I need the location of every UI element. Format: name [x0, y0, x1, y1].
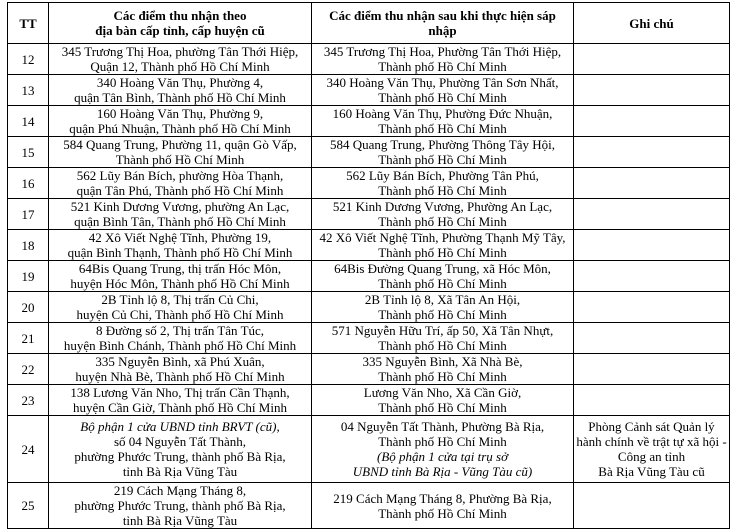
header-row: [8, 3, 730, 44]
note-cell: [574, 199, 730, 230]
header-new-address: Các điểm thu nhận sau khi thực hiện sáp nhập: [312, 3, 574, 44]
old-address-cell: [49, 168, 312, 199]
old-address-line1: 64Bis Quang Trung, thị trấn Hóc Môn,: [78, 261, 282, 276]
old-address-line2: huyện Hóc Môn, Thành phố Hồ Chí Minh: [70, 276, 290, 291]
old-address-cell: [49, 385, 312, 416]
new-address-line1: 2B Tỉnh lộ 8, Xã Tân An Hội,: [364, 292, 521, 307]
new-address-line2: Thành phố Hồ Chí Minh: [378, 90, 507, 105]
new-address-line3: (Bộ phận 1 cửa tại trụ sở: [376, 449, 509, 464]
note-cell: [574, 416, 730, 483]
note-cell: [574, 44, 730, 75]
old-address-cell: [49, 199, 312, 230]
note-cell: [574, 323, 730, 354]
new-address-cell: [312, 416, 574, 483]
new-address-cell: [312, 199, 574, 230]
new-address-cell: [312, 261, 574, 292]
new-address-cell: [312, 323, 574, 354]
old-address-line4: tỉnh Bà Rịa Vũng Tàu: [122, 464, 238, 479]
old-address-line1: 138 Lương Văn Nho, Thị trấn Cần Thạnh,: [70, 385, 290, 400]
new-address-cell: [312, 168, 574, 199]
old-address-line1: 219 Cách Mạng Tháng 8,: [113, 483, 247, 498]
row-number: 13: [8, 75, 49, 106]
old-address-line1: 584 Quang Trung, Phường 11, quận Gò Vấp,: [63, 137, 297, 152]
table-row: [8, 75, 730, 106]
old-address-cell: [49, 44, 312, 75]
new-address-cell: [312, 75, 574, 106]
note-cell: [574, 292, 730, 323]
new-address-cell: [312, 106, 574, 137]
table-row: [8, 137, 730, 168]
old-address-line2: Quận 12, Thành phố Hồ Chí Minh: [90, 59, 270, 74]
old-address-cell: [49, 106, 312, 137]
table-row: [8, 199, 730, 230]
old-address-line1: 8 Đường số 2, Thị trấn Tân Túc,: [95, 323, 265, 338]
new-address-line1: 42 Xô Viết Nghệ Tĩnh, Phường Thạnh Mỹ Tây,: [319, 230, 566, 245]
old-address-cell: [49, 261, 312, 292]
old-address-cell: [49, 292, 312, 323]
old-address-line2: quận Tân Bình, Thành phố Hồ Chí Minh: [74, 90, 286, 105]
old-address-cell: [49, 483, 312, 529]
new-address-line2: Thành phố Hồ Chí Minh: [378, 152, 507, 167]
new-address-line1: Lương Văn Nho, Xã Cần Giờ,: [363, 385, 522, 400]
row-number: 22: [8, 354, 49, 385]
note-cell: [574, 483, 730, 529]
document-page: [7, 2, 729, 529]
old-address-line1: 42 Xô Viết Nghệ Tĩnh, Phường 19,: [88, 230, 272, 245]
new-address-line1: 335 Nguyễn Bình, Xã Nhà Bè,: [362, 354, 523, 369]
note-line4: Bà Rịa Vũng Tàu cũ: [598, 464, 705, 479]
new-address-line2: Thành phố Hồ Chí Minh: [378, 245, 507, 260]
note-cell: [574, 230, 730, 261]
new-address-line1: 584 Quang Trung, Phường Thông Tây Hội,: [329, 137, 556, 152]
old-address-cell: [49, 416, 312, 483]
note-cell: [574, 354, 730, 385]
new-address-line1: 64Bis Đường Quang Trung, xã Hóc Môn,: [334, 261, 551, 276]
new-address-cell: [312, 483, 574, 529]
table-row: [8, 323, 730, 354]
new-address-line1: 571 Nguyễn Hữu Trí, ấp 50, Xã Tân Nhựt,: [331, 323, 554, 338]
old-address-line2: huyện Bình Chánh, Thành phố Hồ Chí Minh: [63, 338, 297, 353]
note-line1: Phòng Cảnh sát Quản lý: [588, 419, 715, 434]
new-address-cell: [312, 385, 574, 416]
table-row: [8, 354, 730, 385]
table-row: [8, 230, 730, 261]
new-address-line2: Thành phố Hồ Chí Minh: [378, 59, 507, 74]
note-cell: [574, 385, 730, 416]
table-row-25: [8, 483, 730, 529]
address-table: [7, 2, 730, 529]
old-address-line1: 2B Tỉnh lộ 8, Thị trấn Củ Chi,: [101, 292, 259, 307]
old-address-line2: huyện Củ Chi, Thành phố Hồ Chí Minh: [76, 307, 284, 322]
new-address-line1: 219 Cách Mạng Tháng 8, Phường Bà Rịa,: [333, 490, 552, 506]
table-row: [8, 168, 730, 199]
header-old-address: [49, 3, 312, 44]
old-address-line2: quận Bình Tân, Thành phố Hồ Chí Minh: [74, 214, 286, 229]
old-address-line2: quận Tân Phú, Thành phố Hồ Chí Minh: [76, 183, 284, 198]
new-address-line2: Thành phố Hồ Chí Minh: [378, 121, 507, 136]
old-address-line2: huyện Nhà Bè, Thành phố Hồ Chí Minh: [75, 369, 285, 384]
row-number: 24: [8, 416, 49, 483]
new-address-line1: 345 Trương Thị Hoa, Phường Tân Thới Hiệp,: [323, 44, 562, 59]
new-address-cell: [312, 354, 574, 385]
old-address-line2: quận Bình Thạnh, Thành phố Hồ Chí Minh: [67, 245, 293, 260]
table-row: [8, 106, 730, 137]
header-tt: TT: [8, 3, 49, 44]
old-address-line1: Bộ phận 1 cửa UBND tỉnh BRVT (cũ),: [80, 419, 280, 434]
new-address-line2: Thành phố Hồ Chí Minh: [378, 400, 507, 415]
old-address-line2: Thành phố Hồ Chí Minh: [115, 152, 245, 167]
new-address-line1: 340 Hoàng Văn Thụ, Phường Tân Sơn Nhất,: [326, 75, 559, 90]
old-address-line3: tỉnh Bà Rịa Vũng Tàu: [122, 513, 238, 528]
old-address-line1: 340 Hoàng Văn Thụ, Phường 4,: [96, 75, 264, 90]
new-address-line1: 160 Hoàng Văn Thụ, Phường Đức Nhuận,: [332, 106, 553, 121]
new-address-line2: Thành phố Hồ Chí Minh: [378, 276, 507, 291]
new-address-line1: 521 Kinh Dương Vương, Phường An Lạc,: [332, 199, 553, 214]
row-number: 20: [8, 292, 49, 323]
row-number: 12: [8, 44, 49, 75]
row-number: 18: [8, 230, 49, 261]
new-address-cell: [312, 292, 574, 323]
table-row: [8, 44, 730, 75]
old-address-cell: [49, 323, 312, 354]
note-cell: [574, 168, 730, 199]
row-number: 15: [8, 137, 49, 168]
new-address-line2: Thành phố Hồ Chí Minh: [378, 338, 507, 353]
row-number: 25: [8, 483, 49, 529]
old-address-line2: quận Phú Nhuận, Thành phố Hồ Chí Minh: [69, 121, 291, 136]
note-cell: [574, 75, 730, 106]
old-address-line3: phường Phước Trung, thành phố Bà Rịa,: [74, 449, 286, 464]
old-address-cell: [49, 75, 312, 106]
old-address-cell: [49, 137, 312, 168]
table-row: [8, 292, 730, 323]
old-address-line1: 521 Kinh Dương Vương, phường An Lạc,: [70, 199, 290, 214]
new-address-line1: 04 Nguyễn Tất Thành, Phường Bà Rịa,: [340, 419, 545, 434]
new-address-line2: Thành phố Hồ Chí Minh: [378, 434, 507, 449]
new-address-line1: 562 Lũy Bán Bích, Phường Tân Phú,: [346, 168, 539, 183]
table-row-24: [8, 416, 730, 483]
table-row: [8, 385, 730, 416]
note-cell: [574, 137, 730, 168]
old-address-cell: [49, 230, 312, 261]
row-number: 21: [8, 323, 49, 354]
old-address-cell: [49, 354, 312, 385]
new-address-line2: Thành phố Hồ Chí Minh: [378, 214, 507, 229]
new-address-line2: Thành phố Hồ Chí Minh: [378, 505, 507, 521]
new-address-line2: Thành phố Hồ Chí Minh: [378, 307, 507, 322]
old-address-line2: số 04 Nguyễn Tất Thành,: [113, 434, 247, 449]
old-address-line2: huyện Cần Giờ, Thành phố Hồ Chí Minh: [73, 400, 287, 415]
row-number: 19: [8, 261, 49, 292]
row-number: 17: [8, 199, 49, 230]
old-address-line1: 345 Trương Thị Hoa, phường Tân Thới Hiệp,: [61, 44, 299, 59]
note-line3: Công an tỉnh: [617, 449, 686, 464]
old-address-line1: 562 Lũy Bán Bích, phường Hòa Thạnh,: [76, 168, 284, 183]
new-address-cell: [312, 137, 574, 168]
header-old-line1: Các điểm thu nhận theo: [113, 8, 247, 23]
row-number: 16: [8, 168, 49, 199]
new-address-line2: Thành phố Hồ Chí Minh: [378, 369, 507, 384]
header-note: Ghi chú: [574, 3, 730, 44]
new-address-line2: Thành phố Hồ Chí Minh: [378, 183, 507, 198]
note-line2: hành chính về trật tự xã hội -: [576, 434, 727, 449]
note-cell: [574, 261, 730, 292]
new-address-cell: [312, 44, 574, 75]
old-address-line2: phường Phước Trung, thành phố Bà Rịa,: [74, 498, 286, 513]
row-number: 14: [8, 106, 49, 137]
note-cell: [574, 106, 730, 137]
new-address-cell: [312, 230, 574, 261]
header-old-line2: địa bàn cấp tỉnh, cấp huyện cũ: [95, 23, 265, 38]
old-address-line1: 335 Nguyễn Bình, xã Phú Xuân,: [95, 354, 265, 369]
new-address-line4: UBND tỉnh Bà Rịa - Vũng Tàu cũ): [352, 464, 533, 479]
old-address-line1: 160 Hoàng Văn Thụ, Phường 9,: [96, 106, 264, 121]
table-row: [8, 261, 730, 292]
row-number: 23: [8, 385, 49, 416]
